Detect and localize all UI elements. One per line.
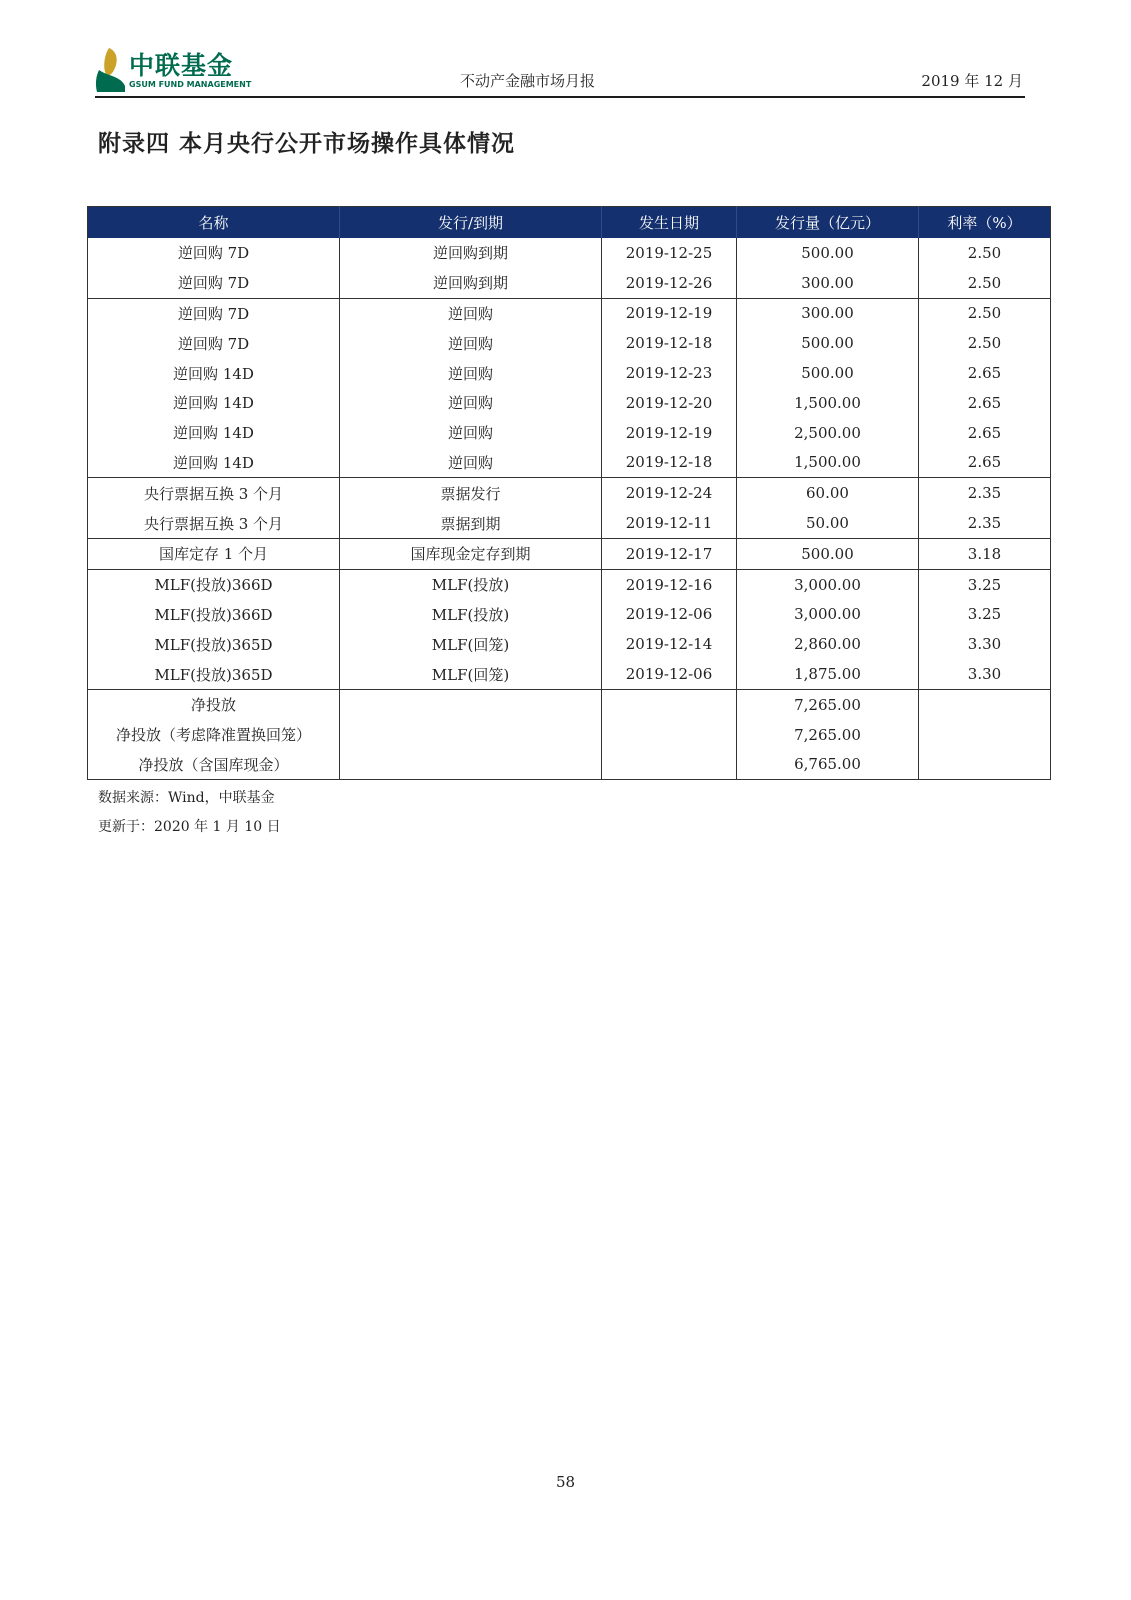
logo-text-cn: 中联基金 <box>129 51 234 80</box>
cell-rate: 2.65 <box>967 393 1002 412</box>
cell-name: 央行票据互换 3 个月 <box>88 478 340 508</box>
cell-amount: 3,000.00 <box>737 569 919 599</box>
cell-rate: 2.65 <box>967 423 1002 442</box>
cell-rate: 3.25 <box>919 569 1051 599</box>
table-header-row <box>88 207 1051 239</box>
cell-date <box>602 720 737 750</box>
cell-type: 逆回购 <box>340 388 602 418</box>
table-body <box>88 238 1051 780</box>
table-row <box>88 659 1051 689</box>
page-number: 58 <box>555 1473 576 1491</box>
cell-type: 国库现金定存到期 <box>340 538 602 569</box>
cell-rate: 2.50 <box>919 298 1051 328</box>
cell-type: MLF(投放) <box>340 600 602 630</box>
cell-name: 逆回购 7D <box>88 268 340 298</box>
cell-amount: 60.00 <box>737 478 919 508</box>
cell-type: 逆回购到期 <box>340 268 602 298</box>
cell-name: 逆回购 14D <box>88 358 340 388</box>
cell-rate: 2.65 <box>967 364 1002 383</box>
cell-name: MLF(投放)365D <box>88 659 340 689</box>
header-name: 名称 <box>88 207 340 239</box>
logo <box>95 46 252 94</box>
cell-date: 2019-12-18 <box>602 328 737 358</box>
cell-type <box>340 689 602 719</box>
table-row <box>88 569 1051 599</box>
header-amount: 发行量（亿元） <box>737 207 919 239</box>
operations-table-wrapper <box>87 206 1050 780</box>
cell-amount: 1,500.00 <box>737 448 919 478</box>
operations-table <box>87 206 1051 780</box>
source-note: 数据来源：Wind，中联基金 <box>98 790 275 806</box>
table-row <box>88 298 1051 328</box>
cell-type <box>340 750 602 780</box>
report-date: 2019 年 12 月 <box>921 72 1023 90</box>
cell-date: 2019-12-26 <box>602 268 737 298</box>
cell-name: 逆回购 14D <box>88 388 340 418</box>
cell-type: MLF(回笼) <box>340 629 602 659</box>
table-row <box>88 508 1051 538</box>
cell-name: 净投放 <box>88 689 340 719</box>
section-title: 附录四 本月央行公开市场操作具体情况 <box>98 130 516 157</box>
logo-text-en: GSUM FUND MANAGEMENT <box>129 80 252 89</box>
table-row <box>88 268 1051 298</box>
cell-name: MLF(投放)366D <box>88 600 340 630</box>
cell-amount: 50.00 <box>737 508 919 538</box>
table-row <box>88 388 1051 418</box>
cell-type: 逆回购 <box>340 298 602 328</box>
cell-name: 逆回购 14D <box>88 418 340 448</box>
cell-type: 票据发行 <box>340 478 602 508</box>
cell-name: 净投放（含国库现金） <box>88 750 340 780</box>
table-row <box>88 478 1051 508</box>
table-row <box>88 418 1051 448</box>
cell-date: 2019-12-23 <box>602 358 737 388</box>
cell-date: 2019-12-11 <box>602 508 737 538</box>
cell-date: 2019-12-14 <box>602 629 737 659</box>
cell-name: 央行票据互换 3 个月 <box>88 508 340 538</box>
cell-rate: 2.35 <box>967 514 1002 533</box>
cell-amount: 500.00 <box>737 538 919 569</box>
table-row <box>88 448 1051 478</box>
cell-amount: 7,265.00 <box>737 689 919 719</box>
header-date: 发生日期 <box>602 207 737 239</box>
cell-date: 2019-12-18 <box>602 448 737 478</box>
cell-rate: 2.35 <box>919 478 1051 508</box>
table-row <box>88 600 1051 630</box>
cell-type: MLF(回笼) <box>340 659 602 689</box>
cell-name: 逆回购 7D <box>88 328 340 358</box>
cell-name: 逆回购 7D <box>88 298 340 328</box>
cell-name: 净投放（考虑降准置换回笼） <box>88 720 340 750</box>
cell-date: 2019-12-06 <box>602 600 737 630</box>
cell-amount: 6,765.00 <box>737 750 919 780</box>
cell-date <box>602 689 737 719</box>
table-row <box>88 238 1051 268</box>
cell-type: 逆回购 <box>340 358 602 388</box>
table-row <box>88 358 1051 388</box>
cell-date: 2019-12-17 <box>602 538 737 569</box>
cell-name: MLF(投放)365D <box>88 629 340 659</box>
cell-date: 2019-12-19 <box>602 298 737 328</box>
cell-rate: 3.30 <box>967 665 1002 684</box>
table-row <box>88 538 1051 569</box>
cell-date: 2019-12-20 <box>602 388 737 418</box>
cell-amount: 1,875.00 <box>737 659 919 689</box>
cell-date: 2019-12-19 <box>602 418 737 448</box>
cell-type: 票据到期 <box>340 508 602 538</box>
cell-date: 2019-12-06 <box>602 659 737 689</box>
cell-date <box>602 750 737 780</box>
cell-name: 逆回购 14D <box>88 448 340 478</box>
cell-rate <box>919 689 1051 719</box>
cell-type: 逆回购 <box>340 448 602 478</box>
updated-note: 更新于：2020 年 1 月 10 日 <box>98 819 281 835</box>
cell-rate: 3.18 <box>919 538 1051 569</box>
cell-amount: 300.00 <box>737 268 919 298</box>
cell-amount: 500.00 <box>737 358 919 388</box>
cell-amount: 2,860.00 <box>737 629 919 659</box>
cell-name: 逆回购 7D <box>88 238 340 268</box>
table-row <box>88 720 1051 750</box>
cell-date: 2019-12-25 <box>602 238 737 268</box>
cell-rate <box>919 720 1051 750</box>
table-row <box>88 629 1051 659</box>
cell-rate: 2.50 <box>967 334 1002 353</box>
cell-type: 逆回购 <box>340 418 602 448</box>
cell-amount: 500.00 <box>737 238 919 268</box>
cell-type: MLF(投放) <box>340 569 602 599</box>
cell-rate: 3.30 <box>967 635 1002 654</box>
cell-rate: 2.50 <box>967 273 1002 292</box>
cell-rate <box>919 750 1051 780</box>
cell-rate: 2.65 <box>967 453 1002 472</box>
cell-name: MLF(投放)366D <box>88 569 340 599</box>
cell-amount: 500.00 <box>737 328 919 358</box>
cell-rate: 3.25 <box>967 605 1002 624</box>
cell-rate: 2.50 <box>967 243 1002 262</box>
table-row <box>88 750 1051 780</box>
page-header <box>95 40 1025 98</box>
cell-amount: 7,265.00 <box>737 720 919 750</box>
header-rate: 利率（%） <box>919 207 1051 239</box>
cell-amount: 1,500.00 <box>737 388 919 418</box>
cell-type: 逆回购到期 <box>340 238 602 268</box>
logo-leaf-icon <box>95 46 127 92</box>
cell-name: 国库定存 1 个月 <box>88 538 340 569</box>
header-type: 发行/到期 <box>340 207 602 239</box>
cell-amount: 300.00 <box>737 298 919 328</box>
table-row <box>88 689 1051 719</box>
cell-type <box>340 720 602 750</box>
cell-amount: 3,000.00 <box>737 600 919 630</box>
cell-date: 2019-12-16 <box>602 569 737 599</box>
table-row <box>88 328 1051 358</box>
cell-amount: 2,500.00 <box>737 418 919 448</box>
report-title: 不动产金融市场月报 <box>460 72 596 90</box>
cell-date: 2019-12-24 <box>602 478 737 508</box>
cell-type: 逆回购 <box>340 328 602 358</box>
